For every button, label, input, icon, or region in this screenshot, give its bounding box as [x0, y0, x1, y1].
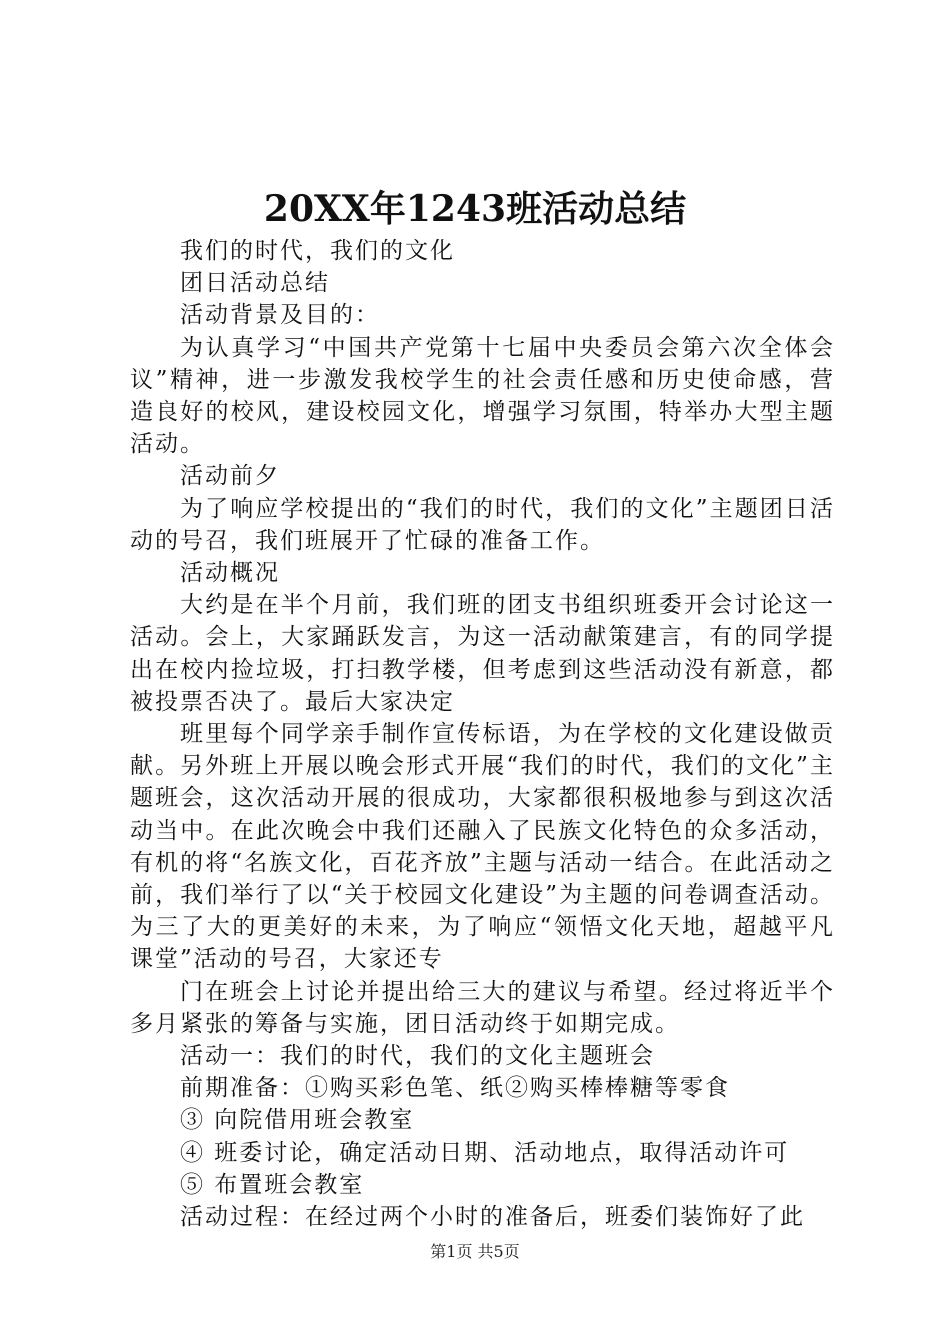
paragraph-preparation: 前期准备：①购买彩色笔、纸②购买棒棒糖等零食: [180, 1075, 730, 1102]
heading-overview: 活动概况: [180, 560, 280, 587]
paragraph-overview-3: 门在班会上讨论并提出给三大的建议与希望。经过将近半个多月紧张的筹备与实施，团日活动终于如期完成。: [130, 978, 835, 1037]
paragraph-overview-2: 班里每个同学亲手制作宣传标语，为在学校的文化建设做贡献。另外班上开展以晚会形式开展“我们的时代，我们的文化”主题班会，这次活动开展的很成功，大家都很积极地参与到这次活动当中。在此次晚会中我们还融入了民族文化特色的众多活动，有机的将“名族文化，百花齐放”主题与活动一结合。在此活动之前，我们举行了以“关于校园文化建设”为主题的问卷调查活动。为三了大的更美好的未来，为了响应“领悟文化天地，超越平凡课堂”活动的号召，大家还专: [130, 721, 835, 973]
heading-eve: 活动前夕: [180, 463, 280, 490]
list-item-4: ④ 班委讨论，确定活动日期、活动地点，取得活动许可: [180, 1139, 790, 1166]
page-number-footer: 第1页 共5页: [430, 1242, 520, 1261]
document-title: 20XX年1243班活动总结: [263, 188, 687, 230]
heading-background: 活动背景及目的：: [180, 302, 380, 329]
paragraph-process: 活动过程：在经过两个小时的准备后，班委们装饰好了此: [180, 1204, 805, 1231]
document-body: [130, 235, 835, 1233]
paragraph-background: 为认真学习“中国共产党第十七届中央委员会第六次全体会议”精神，进一步激发我校学生的社会责任感和历史使命感，营造良好的校风，建设校园文化，增强学习氛围，特举办大型主题活动。: [130, 334, 835, 458]
list-item-5: ⑤ 布置班会教室: [180, 1171, 365, 1198]
paragraph-overview-1: 大约是在半个月前，我们班的团支书组织班委开会讨论这一活动。会上，大家踊跃发言，为这一活动献策建言，有的同学提出在校内捡垃圾，打扫教学楼，但考虑到这些活动没有新意，都被投票否决了。最后大家决定: [130, 592, 835, 715]
list-item-3: ③ 向院借用班会教室: [180, 1107, 415, 1134]
heading-activity-one: 活动一：我们的时代，我们的文化主题班会: [180, 1043, 655, 1070]
paragraph-eve: 为了响应学校提出的“我们的时代，我们的文化”主题团日活动的号召，我们班展开了忙碌的准备工作。: [130, 495, 835, 554]
paragraph-subtitle: 团日活动总结: [180, 270, 330, 297]
paragraph-theme: 我们的时代，我们的文化: [180, 238, 455, 264]
